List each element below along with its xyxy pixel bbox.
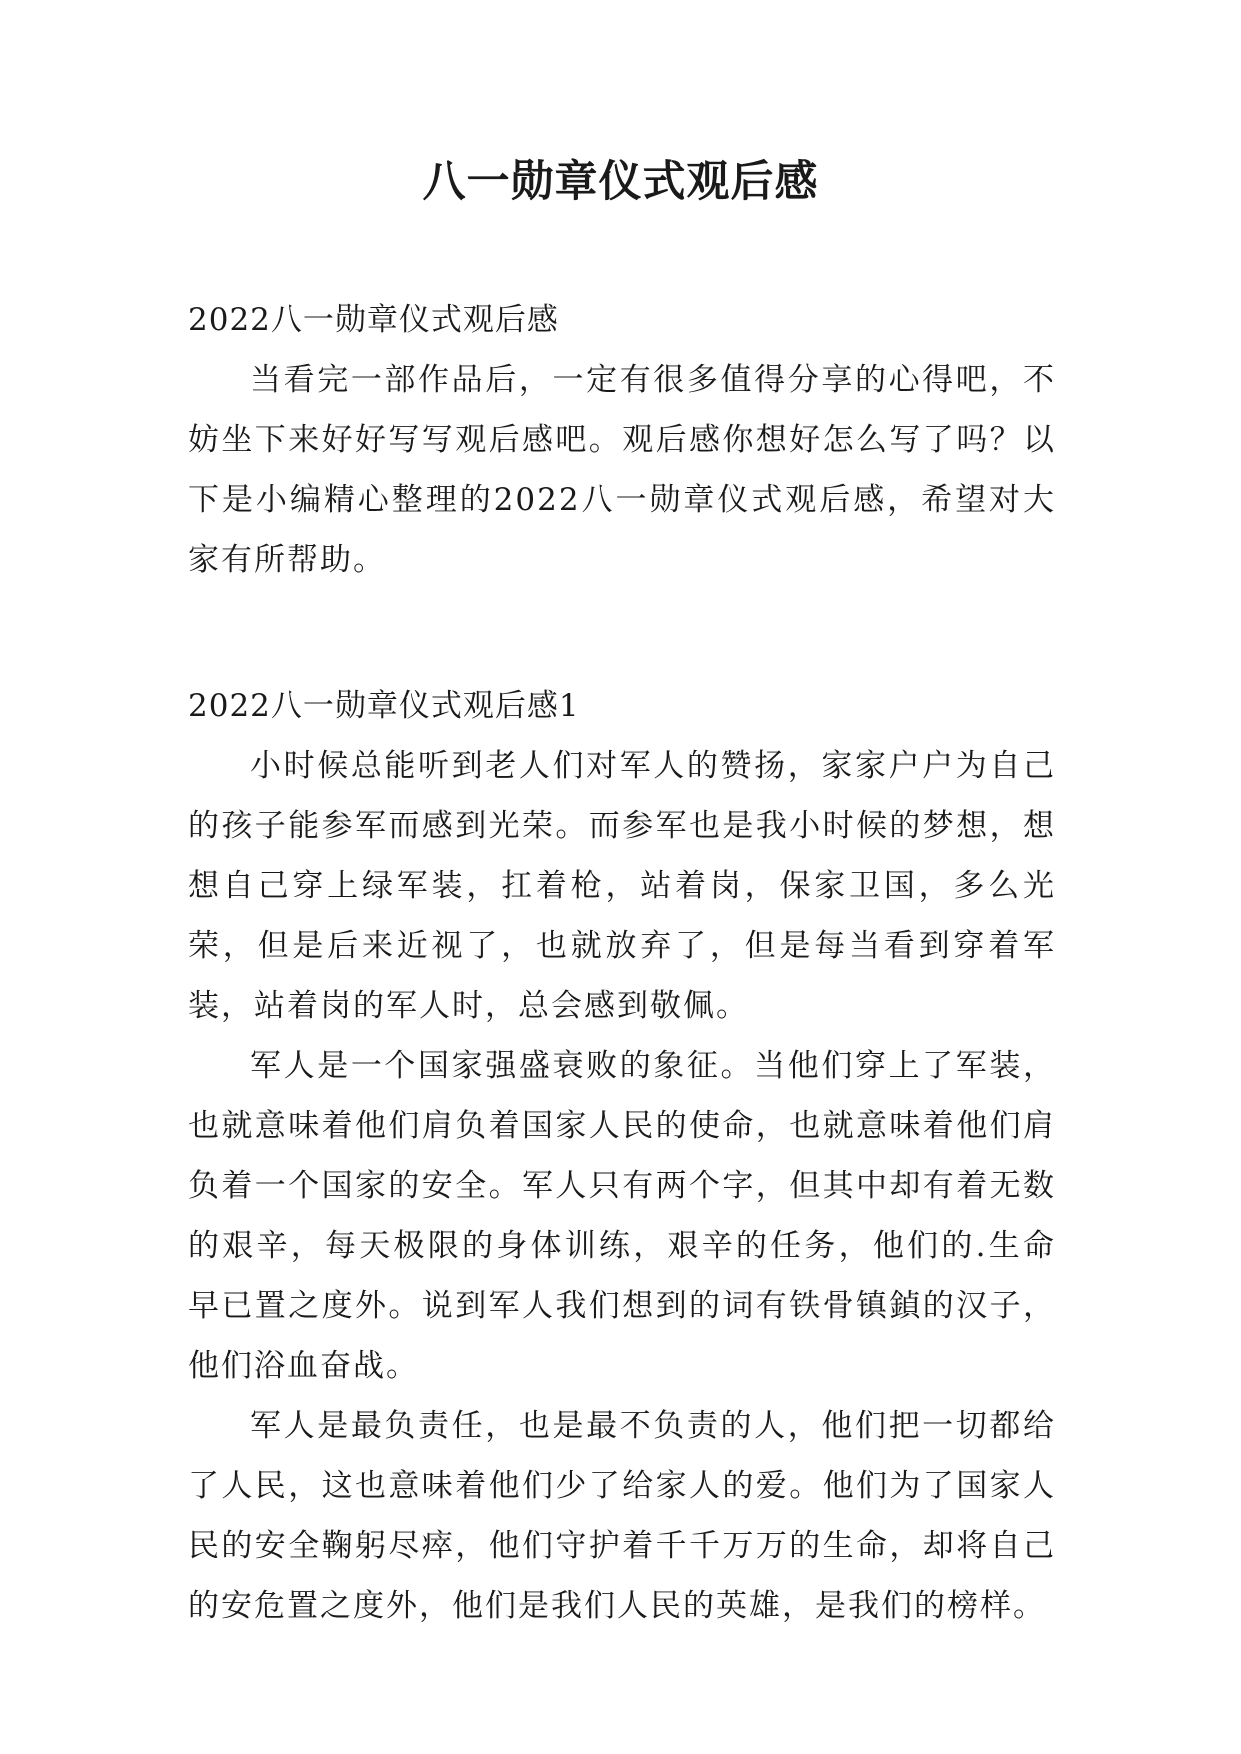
- section-heading: 2022八一勋章仪式观后感1: [188, 688, 580, 724]
- intro-paragraph: 当看完一部作品后，一定有很多值得分享的心得吧，不妨坐下来好好写写观后感吧。观后感你想好怎么写了吗？以下是小编精心整理的2022八一勋章仪式观后感，希望对大家有所帮助。: [188, 362, 1056, 578]
- document-title: 八一勋章仪式观后感: [422, 157, 819, 207]
- body-paragraph-3: 军人是最负责任，也是最不负责的人，他们把一切都给了人民，这也意味着他们少了给家人的爱。他们为了国家人民的安全鞠躬尽瘁，他们守护着千千万万的生命，却将自己的安危置之度外，他们是我们人民的英雄，是我们的榜样。: [188, 1408, 1056, 1624]
- intro-heading: 2022八一勋章仪式观后感: [188, 302, 559, 338]
- body-paragraph-1: 小时候总能听到老人们对军人的赞扬，家家户户为自己的孩子能参军而感到光荣。而参军也是我小时候的梦想，想想自己穿上绿军装，扛着枪，站着岗，保家卫国，多么光荣，但是后来近视了，也就放弃了，但是每当看到穿着军装，站着岗的军人时，总会感到敬佩。: [188, 748, 1056, 1024]
- document-body: [188, 290, 1056, 1636]
- section-spacer: [188, 590, 1056, 676]
- body-paragraph-2: 军人是一个国家强盛衰败的象征。当他们穿上了军装，也就意味着他们肩负着国家人民的使命，也就意味着他们肩负着一个国家的安全。军人只有两个字，但其中却有着无数的艰辛，每天极限的身体训练，艰辛的任务，他们的.生命早已置之度外。说到军人我们想到的词有铁骨镇鍞的汉子，他们浴血奋战。: [188, 1048, 1056, 1384]
